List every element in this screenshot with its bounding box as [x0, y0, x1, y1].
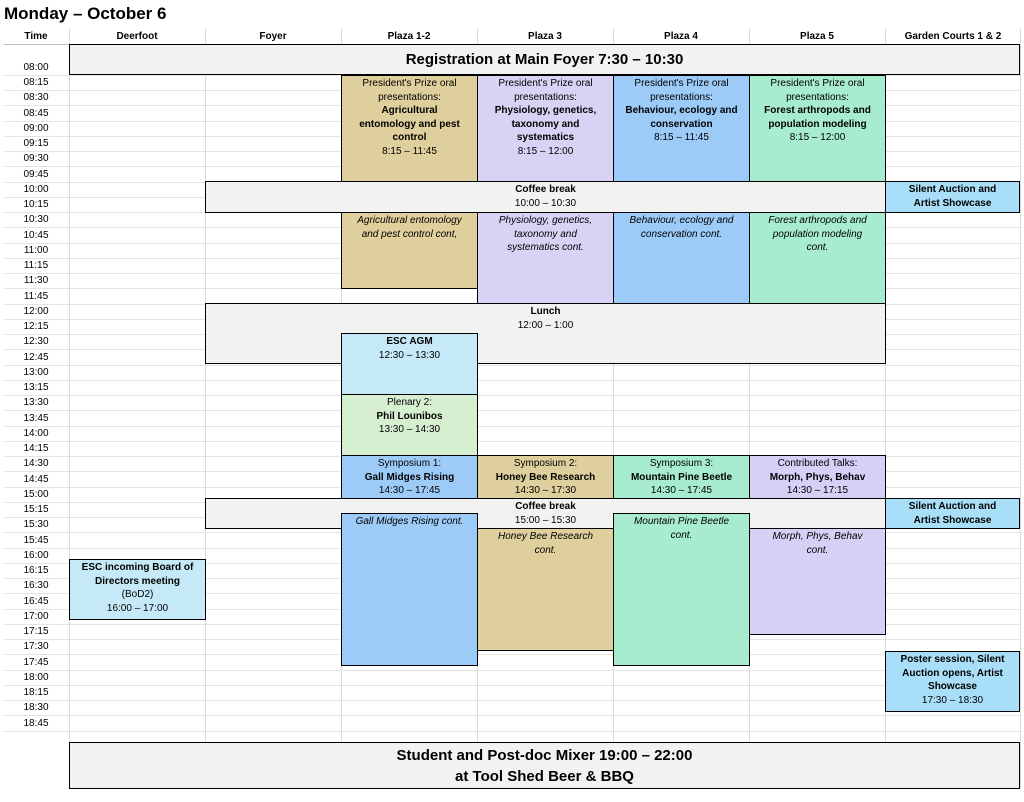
physiology-continued [477, 212, 614, 304]
time-label: 10:30 [23, 214, 49, 226]
plenary-2 [341, 394, 478, 456]
event-time: 12:30 – 13:30 [378, 349, 441, 361]
time-label: 17:00 [23, 610, 49, 622]
session-title: Forest arthropods and [764, 105, 871, 116]
lunch-block [205, 303, 886, 364]
session-title: population modeling [768, 118, 867, 130]
event-title: Student and Post-doc Mixer 19:00 – 22:00 [396, 747, 693, 764]
session-label: Gall Midges Rising cont. [355, 516, 464, 527]
honey-bee-continued [477, 528, 614, 651]
symposium-3 [613, 455, 750, 499]
event-time: 16:00 – 17:00 [106, 602, 169, 614]
grid-line [4, 715, 1020, 716]
event-title: Silent Auction and [908, 501, 997, 512]
event-title: ESC AGM [386, 336, 433, 347]
grid-line [4, 685, 1020, 686]
time-label: 18:15 [23, 687, 49, 698]
grid-line [4, 441, 1020, 442]
grid-line [4, 395, 1020, 396]
session-label: presentations: [514, 91, 577, 103]
header-garden-courts: Garden Courts 1 & 2 [904, 31, 1002, 42]
presidents-prize-physiology [477, 75, 614, 182]
event-label: (BoD2) [121, 589, 154, 600]
session-label: Agricultural entomology [357, 215, 462, 226]
session-label: population modeling [772, 228, 863, 240]
silent-auction-morning [885, 181, 1020, 213]
page-title: Monday – October 6 [4, 4, 167, 23]
esc-agm [341, 333, 478, 395]
contributed-talks [749, 455, 886, 499]
session-label: conservation cont. [640, 228, 723, 240]
event-title: Phil Lounibos [376, 410, 443, 422]
time-label: 16:15 [23, 565, 49, 576]
time-label: 12:15 [23, 321, 49, 332]
time-label: 09:45 [23, 168, 49, 180]
time-label: 16:30 [23, 580, 49, 592]
session-label: President's Prize oral [770, 78, 865, 89]
coffee-break-morning [205, 181, 886, 213]
event-time: 15:00 – 15:30 [514, 514, 577, 526]
time-label: 15:45 [23, 534, 49, 546]
time-label: 12:30 [23, 336, 49, 348]
grid-line [4, 670, 1020, 671]
grid-line [69, 29, 70, 788]
silent-auction-afternoon [885, 498, 1020, 529]
event-label: Symposium 1: [377, 458, 442, 469]
session-title: entomology and pest [359, 118, 460, 130]
event-label: Symposium 2: [513, 458, 578, 469]
time-label: 11:30 [23, 275, 49, 287]
time-label: 17:15 [23, 626, 49, 637]
event-title: Coffee break [515, 184, 576, 195]
time-label: 13:30 [23, 397, 49, 409]
morph-phys-behav-continued [749, 528, 886, 635]
time-label: 13:45 [23, 412, 49, 424]
session-label: Morph, Phys, Behav [772, 531, 863, 542]
header-time: Time [24, 31, 48, 42]
session-label: Mountain Pine Beetle [633, 516, 730, 527]
grid-line [4, 654, 1020, 655]
session-label: President's Prize oral [362, 78, 457, 89]
event-title: Auction opens, Artist [902, 667, 1003, 679]
poster-session [885, 651, 1020, 712]
session-time: 8:15 – 12:00 [789, 132, 846, 143]
session-label: cont. [534, 544, 557, 556]
session-label: President's Prize oral [634, 78, 729, 89]
time-label: 15:15 [23, 504, 49, 515]
time-label: 11:15 [23, 260, 49, 271]
mixer-banner [69, 742, 1020, 789]
session-title: systematics [516, 132, 575, 143]
event-time: 14:30 – 17:45 [650, 485, 713, 496]
grid-line [4, 380, 1020, 381]
event-title: Lunch [530, 306, 561, 317]
time-label: 09:30 [23, 153, 49, 165]
presidents-prize-forest [749, 75, 886, 182]
event-title: Artist Showcase [913, 514, 992, 526]
time-label: 15:00 [23, 488, 49, 500]
session-label: cont. [670, 529, 693, 541]
time-label: 11:45 [23, 290, 49, 302]
agricultural-continued [341, 212, 478, 289]
session-title: Physiology, genetics, [494, 105, 597, 116]
forest-continued [749, 212, 886, 304]
time-label: 18:00 [23, 671, 49, 683]
symposium-1 [341, 455, 478, 499]
time-label: 18:30 [23, 702, 49, 714]
header-plaza-1-2: Plaza 1-2 [387, 31, 431, 42]
time-label: 14:45 [23, 473, 49, 485]
time-label: 17:45 [23, 656, 49, 668]
session-label: systematics cont. [507, 242, 584, 253]
session-label: Behaviour, ecology and [629, 215, 734, 226]
session-title: taxonomy and [511, 118, 580, 130]
time-label: 12:45 [23, 351, 49, 363]
symposium-2 [477, 455, 614, 499]
event-time: 13:30 – 14:30 [378, 424, 441, 435]
time-label: 14:00 [23, 427, 49, 439]
grid-line [4, 731, 1020, 732]
grid-line [205, 29, 206, 788]
time-label: 10:00 [23, 183, 49, 195]
presidents-prize-agricultural [341, 75, 478, 182]
event-time: 17:30 – 18:30 [921, 694, 984, 706]
header-plaza-3: Plaza 3 [528, 31, 562, 42]
event-title: Silent Auction and [908, 184, 997, 195]
event-time: 10:00 – 10:30 [514, 197, 577, 209]
time-label: 14:30 [23, 458, 49, 470]
session-label: presentations: [378, 91, 441, 103]
session-title: Behaviour, ecology and [625, 105, 738, 116]
session-time: 8:15 – 12:00 [517, 145, 574, 157]
time-label: 13:15 [23, 382, 49, 393]
grid-line [4, 365, 1020, 366]
event-title: Mountain Pine Beetle [630, 471, 733, 483]
event-title: ESC incoming Board of [81, 562, 194, 573]
event-title: Directors meeting [94, 575, 181, 587]
event-title: Morph, Phys, Behav [769, 471, 866, 483]
session-label: presentations: [786, 91, 849, 103]
event-location: at Tool Shed Beer & BBQ [455, 768, 634, 785]
session-title: control [392, 132, 427, 143]
time-label: 08:30 [23, 92, 49, 104]
session-label: Forest arthropods and [768, 215, 867, 226]
session-label: taxonomy and [514, 228, 577, 240]
grid-line [4, 410, 1020, 411]
event-title: Poster session, Silent [900, 654, 1005, 665]
event-label: Contributed Talks: [777, 458, 858, 469]
event-time: 12:00 – 1:00 [517, 319, 574, 331]
time-label: 17:30 [23, 641, 49, 653]
event-title: Showcase [928, 681, 977, 692]
event-label: Plenary 2: [386, 397, 433, 408]
event-label: Symposium 3: [649, 458, 714, 469]
event-title: Gall Midges Rising [364, 471, 455, 483]
mountain-pine-beetle-continued [613, 513, 750, 666]
time-label: 13:00 [23, 366, 49, 378]
header-deerfoot: Deerfoot [116, 31, 158, 42]
session-title: conservation [650, 118, 713, 130]
time-label: 12:00 [23, 305, 49, 317]
event-title: Coffee break [515, 501, 576, 512]
header-foyer: Foyer [259, 31, 287, 42]
session-title: Agricultural [381, 105, 438, 116]
time-label: 14:15 [23, 443, 49, 454]
registration-banner: Registration at Main Foyer 7:30 – 10:30 [69, 44, 1020, 75]
behaviour-continued [613, 212, 750, 304]
time-label: 09:00 [23, 122, 49, 134]
session-time: 8:15 – 11:45 [382, 145, 437, 157]
time-label: 09:15 [23, 138, 49, 149]
time-label: 10:15 [23, 199, 49, 210]
event-time: 14:30 – 17:30 [514, 485, 577, 496]
time-label: 16:45 [23, 595, 49, 607]
grid-line [1020, 29, 1021, 788]
time-label: 08:00 [23, 62, 49, 73]
time-label: 08:45 [23, 107, 49, 119]
event-time: 14:30 – 17:15 [786, 485, 849, 496]
header-plaza-4: Plaza 4 [664, 31, 698, 42]
event-title: Artist Showcase [913, 197, 992, 209]
time-label: 10:45 [23, 229, 49, 241]
session-label: Honey Bee Research [497, 531, 594, 542]
header-plaza-5: Plaza 5 [800, 31, 834, 42]
event-title: Honey Bee Research [495, 471, 596, 483]
session-label: President's Prize oral [498, 78, 593, 89]
session-label: cont. [806, 544, 829, 556]
time-label: 15:30 [23, 519, 49, 531]
gall-midges-continued [341, 513, 478, 666]
time-label: 18:45 [23, 717, 49, 729]
session-time: 8:15 – 11:45 [654, 132, 709, 143]
coffee-break-afternoon [205, 498, 886, 529]
session-label: and pest control cont, [361, 228, 458, 240]
time-label: 16:00 [23, 549, 49, 561]
time-label: 11:00 [23, 244, 49, 256]
grid-line [4, 700, 1020, 701]
grid-line [4, 426, 1020, 427]
session-label: presentations: [650, 91, 713, 103]
session-label: cont. [806, 242, 829, 253]
time-label: 08:15 [23, 77, 49, 88]
board-of-directors-meeting [69, 559, 206, 620]
event-time: 14:30 – 17:45 [378, 485, 441, 496]
session-label: Physiology, genetics, [498, 215, 593, 226]
presidents-prize-behaviour [613, 75, 750, 182]
